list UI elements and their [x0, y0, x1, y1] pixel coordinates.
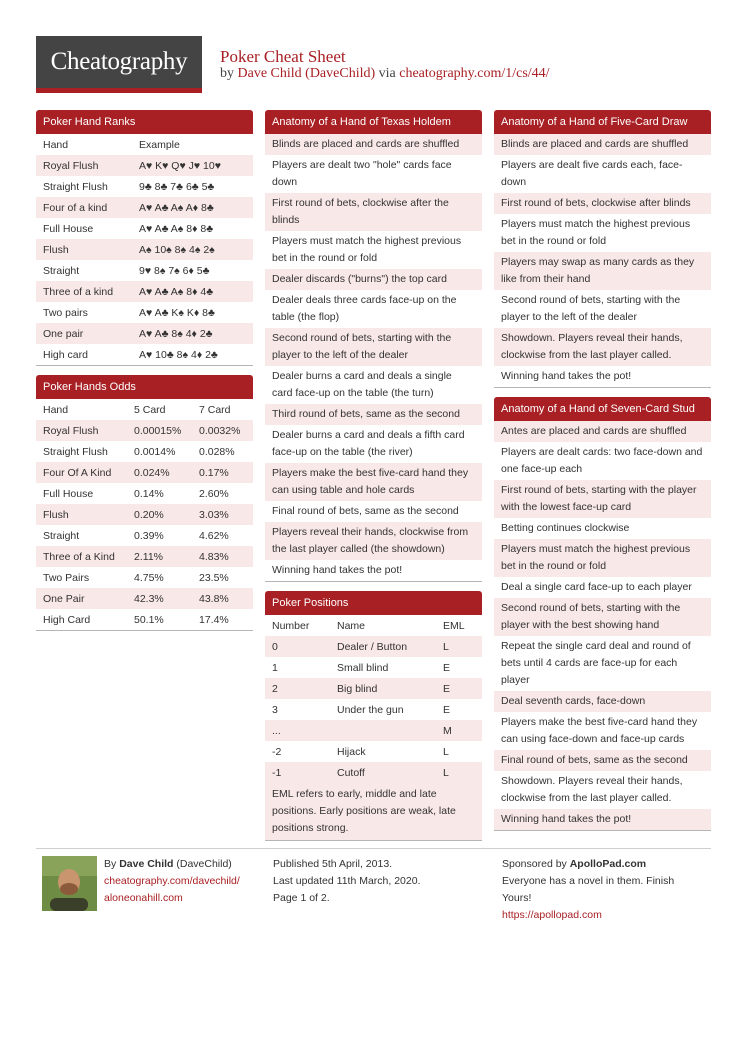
hand-ranks-box: [36, 110, 253, 366]
table-row: [265, 657, 482, 678]
list-item: Showdown. Players reveal their hands, clockwise from the last player called.: [494, 328, 711, 366]
hand-ranks-title: Poker Hand Ranks: [36, 110, 253, 134]
list-item: Final round of bets, same as the second: [494, 750, 711, 771]
hand-odds-box: [36, 375, 253, 631]
column-3: [494, 110, 711, 840]
footer-site-link[interactable]: aloneonahill.com: [104, 892, 183, 904]
footer-divider: [36, 848, 711, 849]
hand-example: 9♥ 8♠ 7♠ 6♦ 5♣: [139, 264, 210, 277]
page-title: Poker Cheat Sheet: [220, 47, 346, 66]
table-row: [36, 176, 253, 197]
table-row: [36, 344, 253, 365]
position-eml: L: [443, 745, 449, 758]
table-row: [36, 197, 253, 218]
table-row: [36, 281, 253, 302]
hand-odds-header-7card: 7 Card: [199, 403, 231, 416]
position-name: Dealer / Button: [337, 640, 408, 653]
footer-profile-link[interactable]: cheatography.com/davechild/: [104, 875, 240, 887]
list-item: Winning hand takes the pot!: [494, 809, 711, 830]
list-item: First round of bets, starting with the player with the lowest face-up card: [494, 480, 711, 518]
hand-ranks-header-hand: Hand: [43, 138, 69, 151]
list-item: Second round of bets, starting with the player with the best showing hand: [494, 598, 711, 636]
byline: [220, 66, 550, 82]
five-card-title: Anatomy of a Hand of Five-Card Draw: [494, 110, 711, 134]
position-number: 3: [272, 703, 278, 716]
odds-7-card: 4.62%: [199, 529, 229, 542]
five-card-box: [494, 110, 711, 388]
hand-ranks-table: [36, 155, 253, 365]
texas-holdem-title: Anatomy of a Hand of Texas Holdem: [265, 110, 482, 134]
list-item: Second round of bets, starting with the player to the left of the dealer: [501, 294, 681, 323]
hand-name: One Pair: [43, 592, 85, 605]
position-number: ...: [272, 724, 281, 737]
odds-5-card: 0.0014%: [134, 445, 176, 458]
odds-7-card: 3.03%: [199, 508, 229, 521]
list-item: Antes are placed and cards are shuffled: [494, 421, 711, 442]
table-row: [36, 588, 253, 609]
hand-name: Flush: [43, 243, 69, 256]
list-item: First round of bets, clockwise after blinds: [494, 193, 711, 214]
list-item: Repeat the single card deal and round of bets until 4 cards are face-up for each player: [501, 640, 691, 686]
footer-page: Page 1 of 2.: [273, 892, 330, 904]
hand-ranks-header-example: Example: [139, 138, 180, 151]
odds-5-card: 0.024%: [134, 466, 170, 479]
table-row: [265, 762, 482, 783]
footer-sponsor-text: Everyone has a novel in them. Finish Yours!: [502, 875, 675, 904]
odds-7-card: 0.0032%: [199, 424, 241, 437]
list-item: Players reveal their hands, clockwise from the last player called (the showdown): [265, 522, 482, 560]
list-item: Final round of bets, same as the second: [272, 505, 459, 517]
column-1: [36, 110, 253, 640]
list-item: Showdown. Players reveal their hands, clockwise from the last player called.: [501, 775, 683, 804]
table-row: [36, 525, 253, 546]
list-item: Players make the best five-card hand they can using face-down and face-up cards: [501, 716, 698, 745]
position-eml: E: [443, 661, 451, 674]
hand-example: 9♣ 8♣ 7♣ 6♣ 5♣: [139, 180, 215, 193]
odds-7-card: 43.8%: [199, 592, 229, 605]
footer-sponsor-link[interactable]: https://apollopad.com: [502, 909, 602, 921]
table-row: [36, 567, 253, 588]
position-number: -2: [272, 745, 282, 758]
positions-header-row: [265, 615, 482, 636]
hand-name: Royal Flush: [43, 424, 99, 437]
hand-example: A♥ A♣ K♠ K♦ 8♣: [139, 306, 215, 319]
avatar: [42, 856, 97, 911]
footer-author-name: Dave Child: [119, 858, 174, 870]
list-item: Players may swap as many cards as they like from their hand: [494, 252, 711, 290]
table-row: [36, 504, 253, 525]
odds-7-card: 17.4%: [199, 613, 229, 626]
table-row: [36, 420, 253, 441]
table-row: [265, 678, 482, 699]
table-row: [36, 546, 253, 567]
odds-7-card: 23.5%: [199, 571, 229, 584]
hand-odds-header-hand: Hand: [43, 403, 69, 416]
list-item: Deal a single card face-up to each player: [501, 581, 692, 593]
seven-card-box: [494, 397, 711, 831]
footer-published: Published 5th April, 2013.: [273, 858, 393, 870]
byline-by: by: [220, 66, 234, 81]
hand-name: Three of a kind: [43, 285, 114, 298]
odds-7-card: 0.17%: [199, 466, 229, 479]
list-item: Dealer burns a card and deals a single card face-up on the table (the turn): [272, 370, 452, 399]
position-number: 2: [272, 682, 278, 695]
footer-dates: [273, 856, 421, 907]
hand-name: High Card: [43, 613, 91, 626]
position-eml: E: [443, 703, 451, 716]
hand-ranks-header-row: [36, 134, 253, 155]
hand-name: One pair: [43, 327, 84, 340]
hand-example: A♠ 10♠ 8♠ 4♠ 2♠: [139, 243, 215, 256]
footer-sponsor-name[interactable]: ApolloPad.com: [569, 858, 647, 870]
texas-holdem-list: [265, 134, 482, 581]
seven-card-title: Anatomy of a Hand of Seven-Card Stud: [494, 397, 711, 421]
table-row: [265, 636, 482, 657]
odds-5-card: 0.14%: [134, 487, 164, 500]
position-number: 1: [272, 661, 278, 674]
column-2: [265, 110, 482, 850]
hand-name: High card: [43, 348, 88, 361]
table-row: [36, 441, 253, 462]
cheatography-logo[interactable]: Cheatography: [36, 36, 202, 93]
list-item: Second round of bets, starting with the player to the left of the dealer: [265, 328, 482, 366]
positions-header-eml: EML: [443, 619, 465, 632]
list-item: Betting continues clockwise: [501, 522, 630, 534]
footer-by: By: [104, 858, 117, 870]
list-item: Third round of bets, same as the second: [265, 404, 482, 425]
position-name: Hijack: [337, 745, 366, 758]
position-name: Cutoff: [337, 766, 365, 779]
list-item: Players must match the highest previous bet in the round or fold: [272, 235, 462, 264]
hand-example: A♥ 10♣ 8♠ 4♦ 2♣: [139, 348, 218, 361]
list-item: Players are dealt five cards each, face-down: [501, 159, 683, 188]
position-name: Big blind: [337, 682, 378, 695]
hand-name: Straight Flush: [43, 180, 108, 193]
odds-5-card: 4.75%: [134, 571, 164, 584]
table-row: [265, 699, 482, 720]
footer-sponsor: [502, 856, 702, 924]
list-item: Players are dealt cards: two face-down and one face-up each: [501, 446, 703, 475]
list-item: Players must match the highest previous bet in the round or fold: [494, 539, 711, 577]
table-row: [36, 218, 253, 239]
position-name: Under the gun: [337, 703, 404, 716]
hand-odds-title: Poker Hands Odds: [36, 375, 253, 399]
table-row: [36, 260, 253, 281]
hand-name: Full House: [43, 487, 94, 500]
odds-5-card: 50.1%: [134, 613, 164, 626]
odds-5-card: 42.3%: [134, 592, 164, 605]
position-number: -1: [272, 766, 282, 779]
list-item: Blinds are placed and cards are shuffled: [494, 134, 711, 155]
sheet-url-link[interactable]: cheatography.com/1/cs/44/: [399, 66, 550, 81]
hand-example: A♥ A♣ A♠ 8♦ 4♣: [139, 285, 214, 298]
list-item: First round of bets, clockwise after the blinds: [265, 193, 482, 231]
hand-name: Four of a kind: [43, 201, 108, 214]
author-link[interactable]: Dave Child (DaveChild): [237, 66, 376, 81]
footer-updated: Last updated 11th March, 2020.: [273, 875, 421, 887]
footer-author-handle: (DaveChild): [176, 858, 232, 870]
positions-header-name: Name: [337, 619, 366, 632]
hand-name: Flush: [43, 508, 69, 521]
position-eml: L: [443, 640, 449, 653]
hand-odds-header-row: [36, 399, 253, 420]
position-eml: E: [443, 682, 451, 695]
hand-example: A♥ A♣ A♠ 8♦ 8♣: [139, 222, 214, 235]
table-row: [36, 302, 253, 323]
footer-author: [104, 856, 240, 907]
hand-name: Three of a Kind: [43, 550, 115, 563]
byline-via: via: [378, 66, 396, 81]
list-item: Dealer discards ("burns") the top card: [265, 269, 482, 290]
hand-name: Full House: [43, 222, 94, 235]
hand-example: A♥ A♣ A♠ A♦ 8♣: [139, 201, 214, 214]
position-eml: M: [443, 724, 452, 737]
positions-title: Poker Positions: [265, 591, 482, 615]
hand-name: Four Of A Kind: [43, 466, 112, 479]
hand-example: A♥ K♥ Q♥ J♥ 10♥: [139, 159, 221, 172]
positions-box: [265, 591, 482, 841]
position-name: Small blind: [337, 661, 389, 674]
hand-odds-header-5card: 5 Card: [134, 403, 166, 416]
list-item: Dealer deals three cards face-up on the table (the flop): [272, 294, 457, 323]
hand-example: A♥ A♣ 8♠ 4♦ 2♣: [139, 327, 213, 340]
position-number: 0: [272, 640, 278, 653]
odds-5-card: 0.20%: [134, 508, 164, 521]
table-row: [36, 155, 253, 176]
table-row: [265, 720, 482, 741]
table-row: [36, 239, 253, 260]
list-item: Deal seventh cards, face-down: [494, 691, 711, 712]
footer-sponsored-by: Sponsored by: [502, 858, 567, 870]
list-item: Dealer burns a card and deals a fifth card face-up on the table (the river): [272, 429, 465, 458]
list-item: Winning hand takes the pot!: [272, 564, 403, 576]
hand-odds-table: [36, 420, 253, 630]
table-row: [36, 323, 253, 344]
seven-card-list: [494, 421, 711, 830]
hand-name: Straight: [43, 264, 80, 277]
odds-5-card: 2.11%: [134, 550, 163, 563]
texas-holdem-box: [265, 110, 482, 582]
positions-header-number: Number: [272, 619, 310, 632]
list-item: Players are dealt two "hole" cards face down: [272, 159, 452, 188]
hand-name: Straight: [43, 529, 80, 542]
hand-name: Two Pairs: [43, 571, 90, 584]
hand-name: Straight Flush: [43, 445, 108, 458]
odds-5-card: 0.39%: [134, 529, 164, 542]
list-item: Blinds are placed and cards are shuffled: [265, 134, 482, 155]
table-row: [265, 741, 482, 762]
position-eml: L: [443, 766, 449, 779]
table-row: [36, 483, 253, 504]
five-card-list: [494, 134, 711, 387]
table-row: [36, 609, 253, 630]
list-item: Winning hand takes the pot!: [501, 370, 632, 382]
odds-5-card: 0.00015%: [134, 424, 182, 437]
hand-name: Two pairs: [43, 306, 88, 319]
odds-7-card: 2.60%: [199, 487, 229, 500]
odds-7-card: 4.83%: [199, 550, 229, 563]
author-photo-icon: [42, 856, 97, 911]
hand-name: Royal Flush: [43, 159, 99, 172]
table-row: [36, 462, 253, 483]
positions-table: [265, 636, 482, 783]
list-item: Players make the best five-card hand they can using table and hole cards: [265, 463, 482, 501]
odds-7-card: 0.028%: [199, 445, 235, 458]
list-item: Players must match the highest previous bet in the round or fold: [501, 218, 691, 247]
positions-note: EML refers to early, middle and late positions. Early positions are weak, late positions strong.: [265, 783, 482, 840]
